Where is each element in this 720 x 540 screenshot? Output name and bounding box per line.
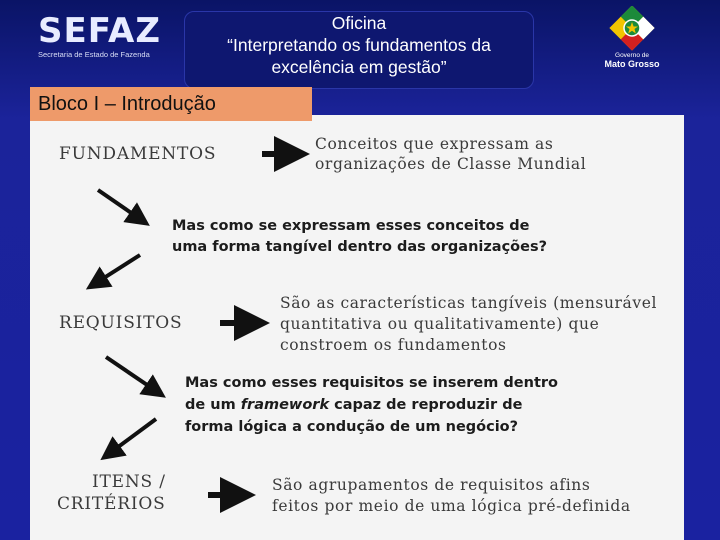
question-2-framework-term: framework xyxy=(240,397,330,413)
gov-line-1: Governo de xyxy=(615,52,649,59)
question-2-part-c: capaz de reproduzir de xyxy=(329,397,523,413)
question-1-line-1: Mas como se expressam esses conceitos de xyxy=(172,218,530,234)
arrow-diagonal-down-left-icon xyxy=(110,419,156,453)
fundamentos-heading: FUNDAMENTOS xyxy=(59,144,217,164)
itens-heading-line-2: CRITÉRIOS xyxy=(57,494,166,514)
requisitos-heading: REQUISITOS xyxy=(59,313,183,333)
sefaz-logo-text: SEFAZ xyxy=(38,11,162,51)
itens-desc-line-2: feitos por meio de uma lógica pré-definida xyxy=(272,497,631,515)
gov-line-2: Mato Grosso xyxy=(604,59,660,69)
requisitos-desc-line-3: constroem os fundamentos xyxy=(280,336,507,354)
arrow-diagonal-down-right-icon xyxy=(106,357,156,391)
sefaz-logo-subtitle: Secretaria de Estado de Fazenda xyxy=(38,50,150,59)
requisitos-desc-line-2: quantitativa ou qualitativamente) que xyxy=(280,315,600,333)
title-line-2: “Interpretando os fundamentos da xyxy=(227,35,491,55)
question-2-line-3: forma lógica a condução de um negócio? xyxy=(185,419,519,435)
arrow-diagonal-down-right-icon xyxy=(98,190,140,219)
fundamentos-desc-line-2: organizações de Classe Mundial xyxy=(315,155,587,173)
itens-desc-line-1: São agrupamentos de requisitos afins xyxy=(272,476,591,494)
title-line-1: Oficina xyxy=(331,13,387,33)
slide-title xyxy=(184,11,534,89)
arrow-diagonal-down-left-icon xyxy=(96,255,140,283)
requisitos-desc-line-1: São as características tangíveis (mensurável xyxy=(280,294,658,312)
title-line-3: excelência em gestão” xyxy=(271,57,447,77)
question-2-line-2 xyxy=(185,395,522,416)
question-1-line-2: uma forma tangível dentro das organizações? xyxy=(172,239,548,255)
gov-logo-caption xyxy=(596,52,668,69)
itens-heading-line-1: ITENS / xyxy=(92,472,166,492)
sefaz-logo xyxy=(38,11,162,59)
fundamentos-desc-line-1: Conceitos que expressam as xyxy=(315,135,554,153)
question-2-line-1: Mas como esses requisitos se inserem dentro xyxy=(185,375,558,391)
block-label: Bloco I – Introdução xyxy=(30,87,312,121)
question-2-part-a: de um xyxy=(185,397,241,413)
